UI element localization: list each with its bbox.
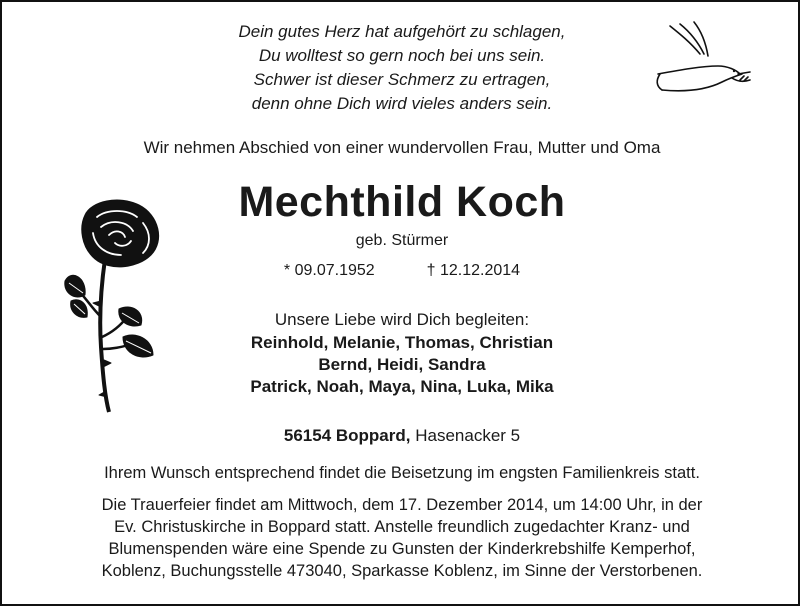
poem-line: Schwer ist dieser Schmerz zu ertragen, [253,70,551,89]
maiden-name: geb. Stürmer [355,232,449,249]
love-intro: Unsere Liebe wird Dich begleiten: [274,310,530,329]
address-city: 56154 Boppard, [283,426,411,445]
dove-icon [650,20,755,100]
family-members [2,332,800,398]
birth-date: * 09.07.1952 [283,262,375,279]
address-street: Hasenacker 5 [415,426,521,445]
poem-line: denn ohne Dich wird vieles anders sein. [251,94,553,113]
service-line: Blumenspenden wäre eine Spende zu Gunsten der Kinderkrebshilfe Kemperhof, [108,540,696,558]
death-date: † 12.12.2014 [426,262,521,279]
family-line: Bernd, Heidi, Sandra [318,355,486,374]
family-line: Patrick, Noah, Maya, Nina, Luka, Mika [250,377,554,396]
service-notice [32,494,772,582]
deceased-name: Mechthild Koch [238,178,566,226]
service-line: Koblenz, Buchungsstelle 473040, Sparkasse Koblenz, im Sinne der Verstorbenen. [101,562,703,580]
poem-line: Du wolltest so gern noch bei uns sein. [258,46,546,65]
poem [112,20,692,116]
farewell-line: Wir nehmen Abschied von einer wundervollen Frau, Mutter und Oma [143,138,661,157]
service-line: Die Trauerfeier findet am Mittwoch, dem 17. Dezember 2014, um 14:00 Uhr, in der [101,496,703,514]
address [2,426,800,446]
family-line: Reinhold, Melanie, Thomas, Christian [250,333,554,352]
poem-line: Dein gutes Herz hat aufgehört zu schlagen, [238,22,566,41]
burial-notice: Ihrem Wunsch entsprechend findet die Beisetzung im engsten Familienkreis statt. [104,464,700,482]
service-line: Ev. Christuskirche in Boppard statt. Anstelle freundlich zugedachter Kranz- und [114,518,690,536]
